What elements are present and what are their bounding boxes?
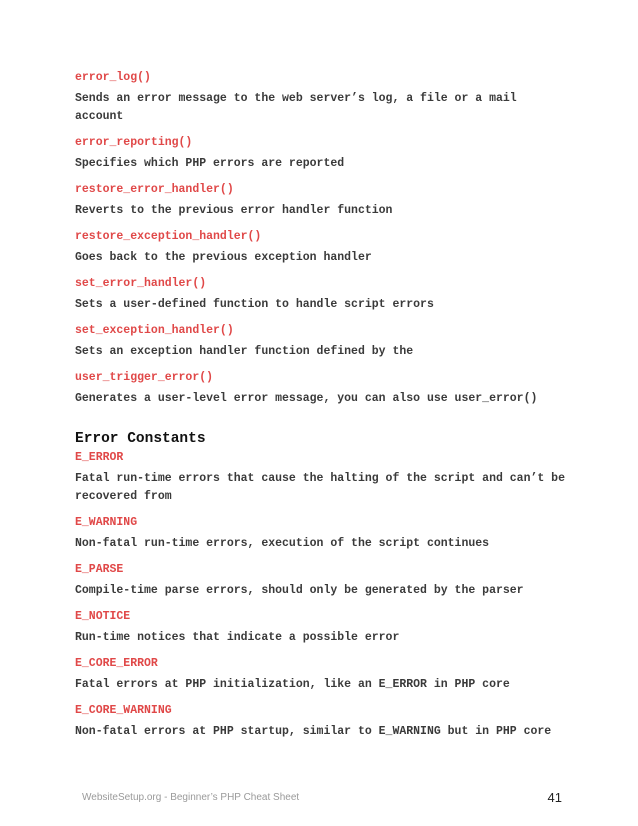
constant-name: E_CORE_WARNING [75, 704, 172, 717]
constant-description: Non-fatal errors at PHP startup, similar to E_WARNING but in PHP core [75, 725, 552, 738]
function-entry-set-error-handler [75, 276, 565, 314]
constant-entry-e-parse [75, 562, 565, 600]
constant-entry-e-notice [75, 609, 565, 647]
function-name: restore_error_handler() [75, 183, 234, 196]
constant-name: E_CORE_ERROR [75, 657, 158, 670]
function-name: error_log() [75, 71, 151, 84]
constant-description: Fatal run-time errors that cause the halting of the script and can’t be recovered from [75, 472, 565, 503]
function-name: error_reporting() [75, 136, 193, 149]
constant-entry-e-warning [75, 515, 565, 553]
page-number: 41 [547, 790, 562, 805]
function-name: restore_exception_handler() [75, 230, 262, 243]
constant-entry-e-error [75, 450, 565, 506]
function-entry-restore-error-handler [75, 182, 565, 220]
function-name: user_trigger_error() [75, 371, 214, 384]
constant-description: Non-fatal run-time errors, execution of the script continues [75, 537, 490, 550]
constant-description: Run-time notices that indicate a possible error [75, 631, 400, 644]
function-name: set_exception_handler() [75, 324, 234, 337]
constant-description: Compile-time parse errors, should only be generated by the parser [75, 584, 524, 597]
function-description: Specifies which PHP errors are reported [75, 157, 345, 170]
function-entry-user-trigger-error [75, 370, 565, 408]
function-entry-error-log [75, 70, 565, 126]
function-description: Goes back to the previous exception handler [75, 251, 372, 264]
page-footer [82, 790, 562, 808]
function-entry-error-reporting [75, 135, 565, 173]
function-description: Sends an error message to the web server’s log, a file or a mail account [75, 92, 517, 123]
function-description: Sets a user-defined function to handle script errors [75, 298, 434, 311]
section-heading: Error Constants [75, 431, 206, 447]
constant-entry-e-core-error [75, 656, 565, 694]
footer-source: WebsiteSetup.org - Beginner’s PHP Cheat Sheet [82, 792, 300, 803]
constant-name: E_PARSE [75, 563, 124, 576]
function-description: Reverts to the previous error handler function [75, 204, 393, 217]
function-name: set_error_handler() [75, 277, 207, 290]
function-entry-restore-exception-handler [75, 229, 565, 267]
constant-name: E_ERROR [75, 451, 124, 464]
function-description: Sets an exception handler function defined by the [75, 345, 414, 358]
function-entry-set-exception-handler [75, 323, 565, 361]
constant-description: Fatal errors at PHP initialization, like an E_ERROR in PHP core [75, 678, 510, 691]
constant-entry-e-core-warning [75, 703, 565, 741]
constant-name: E_NOTICE [75, 610, 131, 623]
function-description: Generates a user-level error message, you can also use user_error() [75, 392, 538, 405]
document-body [75, 70, 565, 750]
constant-name: E_WARNING [75, 516, 138, 529]
